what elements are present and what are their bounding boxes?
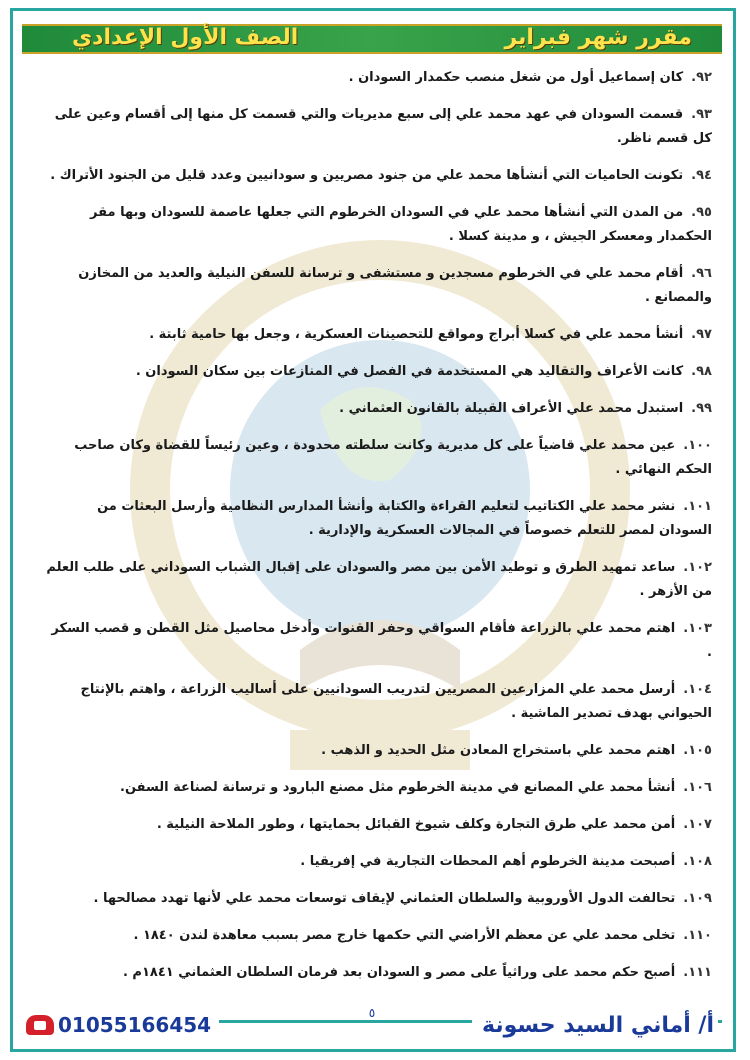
item-number: ١٠٦.: [683, 780, 712, 795]
item-text: تحالفت الدول الأوروبية والسلطان العثماني لإيقاف توسعات محمد علي لأنها تهدد مصالحها .: [93, 891, 676, 906]
phone-number: 01055166454: [58, 1013, 212, 1037]
item-text: من المدن التي أنشأها محمد علي في السودان الخرطوم التي جعلها عاصمة للسودان وبها مقر الحكمدار ومعسكر الجيش ، و مدينة كسلا .: [90, 205, 712, 244]
list-item: [46, 103, 712, 151]
item-number: ٩٨.: [691, 364, 712, 379]
item-text: اهتم محمد علي بالزراعة فأقام السواقي وحفر القنوات وأدخل محاصيل مثل القطن و قصب السكر .: [51, 621, 712, 660]
list-item: [46, 924, 712, 948]
item-number: ١٠٣.: [683, 621, 712, 636]
list-item: [46, 262, 712, 310]
item-text: أنشأ محمد علي في كسلا أبراج ومواقع للتحصينات العسكرية ، وجعل بها حامية ثابتة .: [149, 327, 684, 342]
item-number: ١٠٩.: [683, 891, 712, 906]
grade-label: الصف الأول الإعدادي: [72, 24, 299, 50]
item-text: عين محمد علي قاضياً على كل مديرية وكانت سلطته محدودة ، وعين رئيساً للقضاة وكان صاحب الحكم النهائي .: [74, 438, 712, 477]
item-number: ٩٢.: [691, 70, 712, 85]
telephone-icon: [26, 1015, 54, 1035]
page-footer: [22, 1002, 722, 1048]
item-text: أقام محمد علي في الخرطوم مسجدين و مستشفى و ترسانة للسفن النيلية والعديد من المخازن والمصانع .: [78, 266, 712, 305]
item-text: اهتم محمد علي باستخراج المعادن مثل الحديد و الذهب .: [321, 743, 676, 758]
list-item: [46, 739, 712, 763]
item-number: ١٠٤.: [683, 682, 712, 697]
list-item: [46, 678, 712, 726]
list-item: [46, 66, 712, 90]
phone-contact: [22, 1008, 219, 1042]
content-list: [46, 66, 712, 998]
list-item: [46, 850, 712, 874]
item-number: ١١٠.: [683, 928, 712, 943]
item-number: ١٠١.: [683, 499, 712, 514]
item-number: ١٠٥.: [683, 743, 712, 758]
list-item: [46, 961, 712, 985]
item-text: أصبح حكم محمد على وراثياً على مصر و السودان بعد فرمان السلطان العثماني ١٨٤١م .: [122, 965, 676, 980]
list-item: [46, 887, 712, 911]
item-text: كان إسماعيل أول من شغل منصب حكمدار السودان .: [348, 70, 684, 85]
item-text: أنشأ محمد علي المصانع في مدينة الخرطوم مثل مصنع البارود و ترسانة لصناعة السفن.: [120, 780, 676, 795]
list-item: [46, 776, 712, 800]
item-number: ٩٤.: [691, 168, 712, 183]
item-number: ٩٩.: [691, 401, 712, 416]
list-item: [46, 323, 712, 347]
item-text: أرسل محمد علي المزارعين المصريين لتدريب السودانيين على أساليب الزراعة ، واهتم بالإنتاج الحيواني بهدف تصدير الماشية .: [80, 682, 712, 721]
item-text: استبدل محمد علي الأعراف القبيلة بالقانون العثماني .: [339, 401, 684, 416]
item-text: أمن محمد علي طرق التجارة وكلف شيوخ القبائل بحمايتها ، وطور الملاحة النيلية .: [156, 817, 676, 832]
author-name: أ/ أماني السيد حسونة: [472, 1008, 718, 1042]
item-text: ساعد تمهيد الطرق و توطيد الأمن بين مصر والسودان على إقبال الشباب السوداني على طلب العلم من الأزهر .: [46, 560, 712, 599]
list-item: [46, 813, 712, 837]
item-text: تخلى محمد علي عن معظم الأراضي التي حكمها خارج مصر بسبب معاهدة لندن ١٨٤٠ .: [133, 928, 676, 943]
course-label: مقرر شهر فبراير: [504, 24, 692, 50]
header-title: [72, 22, 692, 52]
item-text: قسمت السودان في عهد محمد علي إلى سبع مديريات والتي قسمت كل منها إلى أقسام وعين على كل قسم ناظر.: [54, 107, 712, 146]
list-item: [46, 201, 712, 249]
item-number: ٩٦.: [691, 266, 712, 281]
item-number: ١٠٧.: [683, 817, 712, 832]
list-item: [46, 556, 712, 604]
list-item: [46, 397, 712, 421]
item-number: ١١١.: [683, 965, 712, 980]
list-item: [46, 164, 712, 188]
list-item: [46, 360, 712, 384]
item-number: ١٠٨.: [683, 854, 712, 869]
item-text: تكونت الحاميات التي أنشأها محمد علي من جنود مصريين و سودانيين وعدد قليل من الجنود الأتراك .: [50, 168, 684, 183]
page-header: [22, 18, 722, 54]
page-number: ٥: [362, 1006, 382, 1020]
list-item: [46, 434, 712, 482]
item-number: ١٠٠.: [683, 438, 712, 453]
list-item: [46, 617, 712, 665]
item-number: ٩٣.: [691, 107, 712, 122]
list-item: [46, 495, 712, 543]
item-text: أصبحت مدينة الخرطوم أهم المحطات التجارية في إفريقيا .: [300, 854, 676, 869]
item-number: ١٠٢.: [683, 560, 712, 575]
item-number: ٩٥.: [691, 205, 712, 220]
item-number: ٩٧.: [691, 327, 712, 342]
item-text: نشر محمد علي الكتاتيب لتعليم القراءة والكتابة وأنشأ المدارس النظامية وأرسل البعثات من السودان لمصر للتعلم خصوصاً في المجالات العسكرية والإدارية .: [97, 499, 712, 538]
item-text: كانت الأعراف والتقاليد هي المستخدمة في الفصل في المنازعات بين سكان السودان .: [135, 364, 684, 379]
